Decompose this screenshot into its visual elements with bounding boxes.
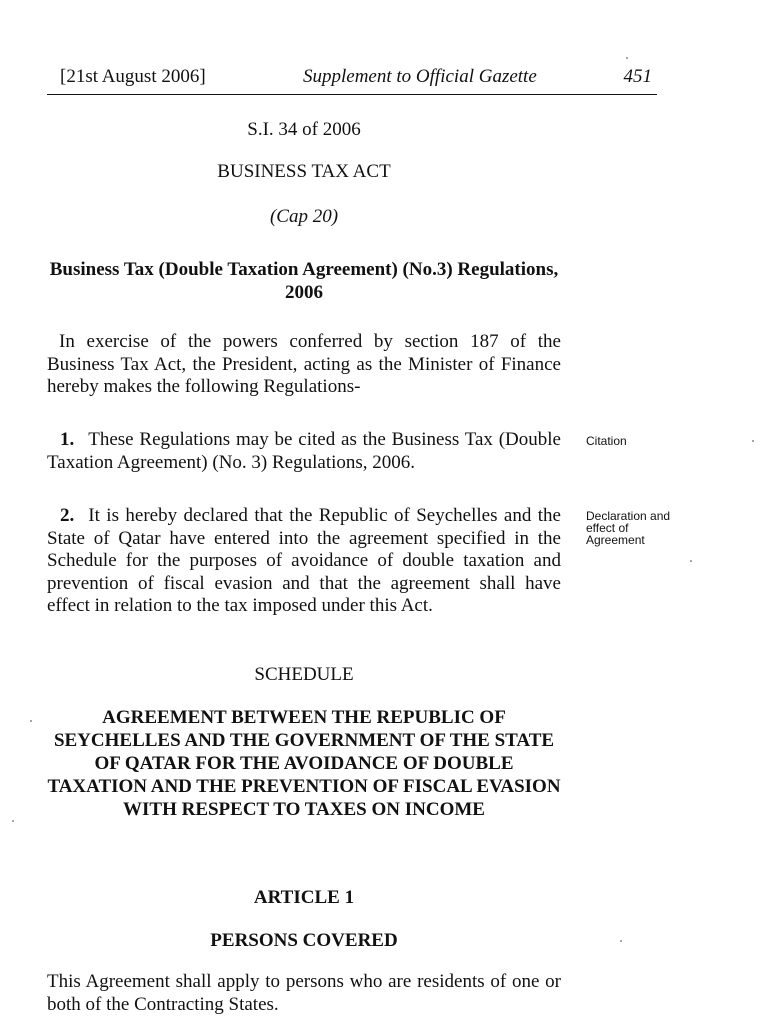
section-text: These Regulations may be cited as the Business Tax (Double Taxation Agreement) (No. 3) Regulations, 2006.: [47, 429, 561, 473]
article-text: This Agreement shall apply to persons who are residents of one or both of the Contracting States.: [47, 971, 561, 1015]
margin-note-citation: Citation: [586, 434, 627, 448]
section-text: It is hereby declared that the Republic of Seychelles and the State of Qatar have entered into the agreement specified in the Schedule for the purposes of avoidance of double taxation and prevention of fiscal evasion and that the agreement shall have effect in relation to the tax imposed under this Act.: [47, 505, 561, 616]
page-header: [47, 64, 657, 95]
section-1: [47, 429, 561, 474]
article-subheading: PERSONS COVERED: [210, 930, 398, 951]
agreement-heading: AGREEMENT BETWEEN THE REPUBLIC OF SEYCHELLES AND THE GOVERNMENT OF THE STATE OF QATAR FOR THE AVOIDANCE OF DOUBLE TAXATION AND THE PREVENTION OF FISCAL EVASION WITH RESPECT TO TAXES ON INCOME: [47, 707, 561, 820]
intro-paragraph: In exercise of the powers conferred by section 187 of the Business Tax Act, the President, acting as the Minister of Finance hereby makes the following Regulations-: [47, 331, 561, 397]
header-date: [21st August 2006]: [60, 66, 206, 87]
section-2: [47, 505, 561, 618]
margin-note-declaration: Declaration and effect of Agreement: [586, 509, 671, 547]
section-number: 2.: [60, 505, 75, 526]
si-number: S.I. 34 of 2006: [247, 119, 361, 140]
scan-speck: [30, 720, 32, 722]
section-number: 1.: [60, 429, 75, 450]
page-number: 451: [623, 66, 652, 87]
act-name: BUSINESS TAX ACT: [217, 161, 391, 182]
regulation-title: Business Tax (Double Taxation Agreement) (No.3) Regulations, 2006: [49, 259, 559, 303]
scan-speck: [626, 57, 628, 59]
cap-reference: (Cap 20): [269, 206, 339, 227]
article-heading: ARTICLE 1: [253, 887, 355, 908]
scan-speck: [620, 940, 622, 942]
scan-speck: [690, 560, 692, 562]
header-title: Supplement to Official Gazette: [303, 66, 537, 87]
scan-speck: [752, 440, 754, 442]
scan-speck: [12, 820, 14, 822]
schedule-heading: SCHEDULE: [254, 664, 354, 685]
